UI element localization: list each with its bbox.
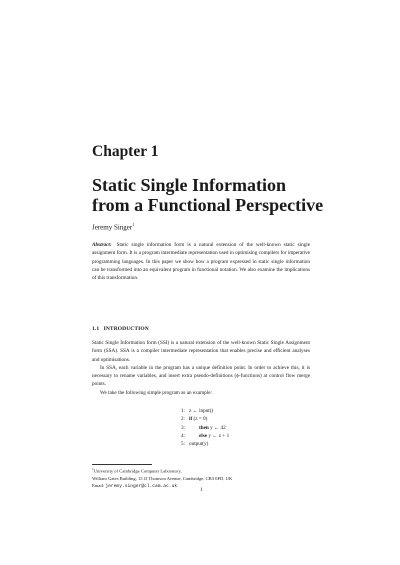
footnote-affiliation: University of Cambridge Computer Laboratory, xyxy=(93,468,182,474)
section-title: INTRODUCTION xyxy=(103,326,149,332)
paragraph: We take the following simple program as an example: xyxy=(100,389,212,396)
code-line-number: 4: xyxy=(180,432,185,439)
footnote-address: William Gates Building, 15 JJ Thomson Avenue, Cambridge, CB3 0FD, UK xyxy=(92,475,233,481)
paragraph: Static Single Information form (SSI) is a natural extension of the well-known Static Single Assignment form (SSA). SSA is a compiler intermediate representation that enables precise and efficient analyses and optimisations. xyxy=(92,340,310,363)
footnote-mark: 1 xyxy=(92,467,94,471)
abstract xyxy=(92,241,310,282)
code-keyword: then xyxy=(199,424,209,431)
paper-title-line-1: Static Single Information xyxy=(92,175,287,195)
author-name: Jeremy Singer xyxy=(92,223,133,232)
code-line xyxy=(175,440,229,448)
paragraph: In SSA, each variable in the program has a unique definition point. In order to achieve this, it is necessary to rename variables, and insert extra pseudo-definitions (ϕ-functions) at control flow merge points. xyxy=(92,364,310,388)
abstract-text: Static single information form is a natural extension of the well-known static single assignment form. It is a program intermediate representation used in optimising compilers for imperative programming languages. In this paper we show how a program expressed in static single information can be transformed into an equivalent program in functional notation. We also examine the implications of this transformation. xyxy=(92,242,310,282)
code-line xyxy=(175,424,229,432)
abstract-label: Abstract: xyxy=(92,242,112,248)
code-text: (z = 0) xyxy=(192,416,208,423)
code-line xyxy=(175,415,229,423)
section-number: 1.1 xyxy=(92,326,100,332)
code-line-number: 1: xyxy=(180,408,185,414)
footnote-email-label: Email: xyxy=(92,482,105,488)
footnote-rule xyxy=(92,464,152,465)
introduction-body xyxy=(92,339,310,397)
paper-title-line-2: from a Functional Perspective xyxy=(92,195,324,215)
code-text: y ← 42 xyxy=(208,424,226,431)
code-line-number: 2: xyxy=(180,416,185,423)
code-text: output(y) xyxy=(189,441,209,448)
chapter-label: Chapter 1 xyxy=(92,143,159,160)
code-line xyxy=(175,432,229,440)
author-footnote-mark: 1 xyxy=(132,222,135,227)
code-text: z ← input() xyxy=(189,408,214,414)
footnote-email[interactable]: jeremy.singer@cl.cam.ac.uk xyxy=(105,483,178,489)
code-keyword: else xyxy=(199,432,208,439)
code-text: y ← z + 1 xyxy=(207,432,230,439)
code-listing xyxy=(175,407,229,448)
code-line xyxy=(175,407,229,415)
code-line-number: 5: xyxy=(180,441,185,448)
footnote xyxy=(92,466,322,490)
code-keyword: if xyxy=(189,416,193,423)
section-heading xyxy=(92,326,149,332)
page-number: 1 xyxy=(200,487,203,493)
author xyxy=(92,222,135,231)
code-line-number: 3: xyxy=(180,424,185,431)
